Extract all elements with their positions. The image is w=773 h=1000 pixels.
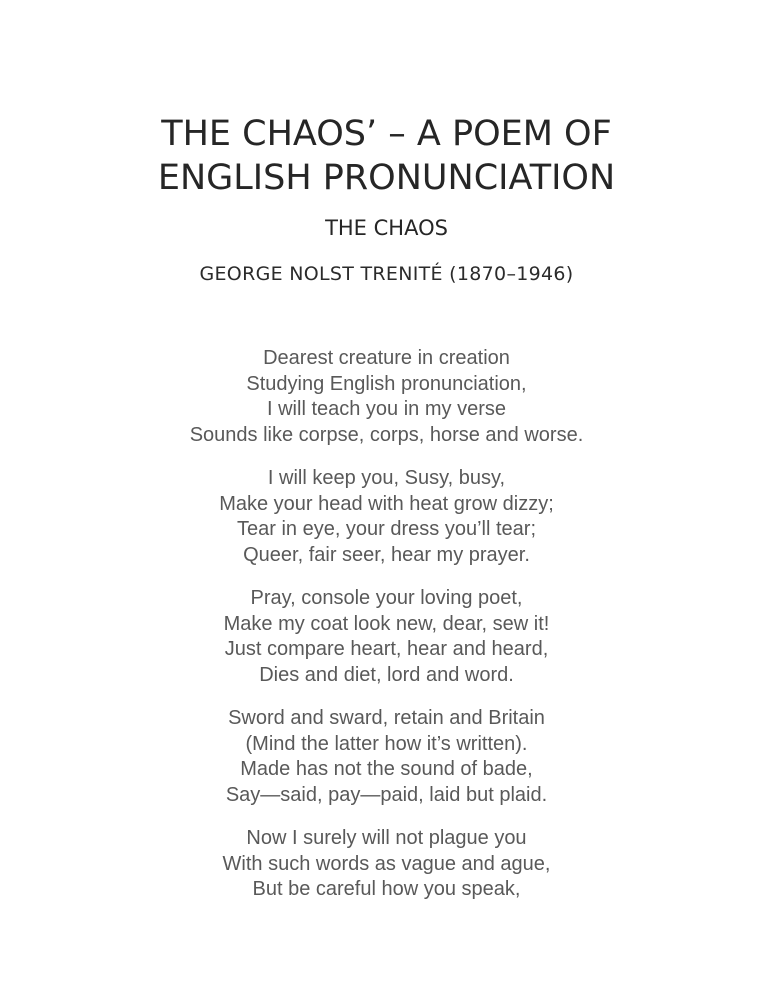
- poem-line: With such words as vague and ague,: [222, 852, 551, 875]
- stanza-4: [0, 706, 773, 808]
- poem-line: Queer, fair seer, hear my prayer.: [243, 543, 530, 566]
- title-line-2: ENGLISH PRONUNCIATION: [157, 158, 616, 198]
- poem-line: I will teach you in my verse: [267, 398, 506, 420]
- poem-line: Studying English pronunciation,: [246, 372, 527, 395]
- poem-line: But be careful how you speak,: [252, 878, 521, 900]
- poem-subtitle: THE CHAOS: [325, 216, 448, 240]
- poem-line: Pray, console your loving poet,: [250, 587, 523, 609]
- poem-line: Tear in eye, your dress you’ll tear;: [236, 518, 537, 540]
- poem-body: [0, 346, 773, 921]
- poem-line: Made has not the sound of bade,: [240, 758, 533, 780]
- stanza-3: [0, 586, 773, 688]
- stanza-2: [0, 466, 773, 568]
- poem-line: Dies and diet, lord and word.: [259, 663, 514, 686]
- poem-line: Say—said, pay—paid, laid but plaid.: [225, 783, 548, 806]
- poem-line: Sword and sward, retain and Britain: [228, 707, 545, 729]
- poem-line: Dearest creature in creation: [263, 347, 510, 369]
- poem-line: Sounds like corpse, corps, horse and worse.: [189, 423, 584, 446]
- poem-line: Now I surely will not plague you: [246, 827, 527, 849]
- poem-line: Make your head with heat grow dizzy;: [219, 492, 554, 515]
- author-line: GEORGE NOLST TRENITÉ (1870–1946): [199, 263, 574, 285]
- stanza-1: [0, 346, 773, 448]
- title-line-1: THE CHAOS’ – A POEM OF: [161, 114, 612, 154]
- poem-line: (Mind the latter how it’s written).: [245, 732, 528, 755]
- poem-line: I will keep you, Susy, busy,: [267, 467, 506, 489]
- poem-line: Make my coat look new, dear, sew it!: [223, 612, 550, 635]
- stanza-5: [0, 826, 773, 903]
- document-title: [0, 112, 773, 200]
- poem-line: Just compare heart, hear and heard,: [224, 638, 549, 660]
